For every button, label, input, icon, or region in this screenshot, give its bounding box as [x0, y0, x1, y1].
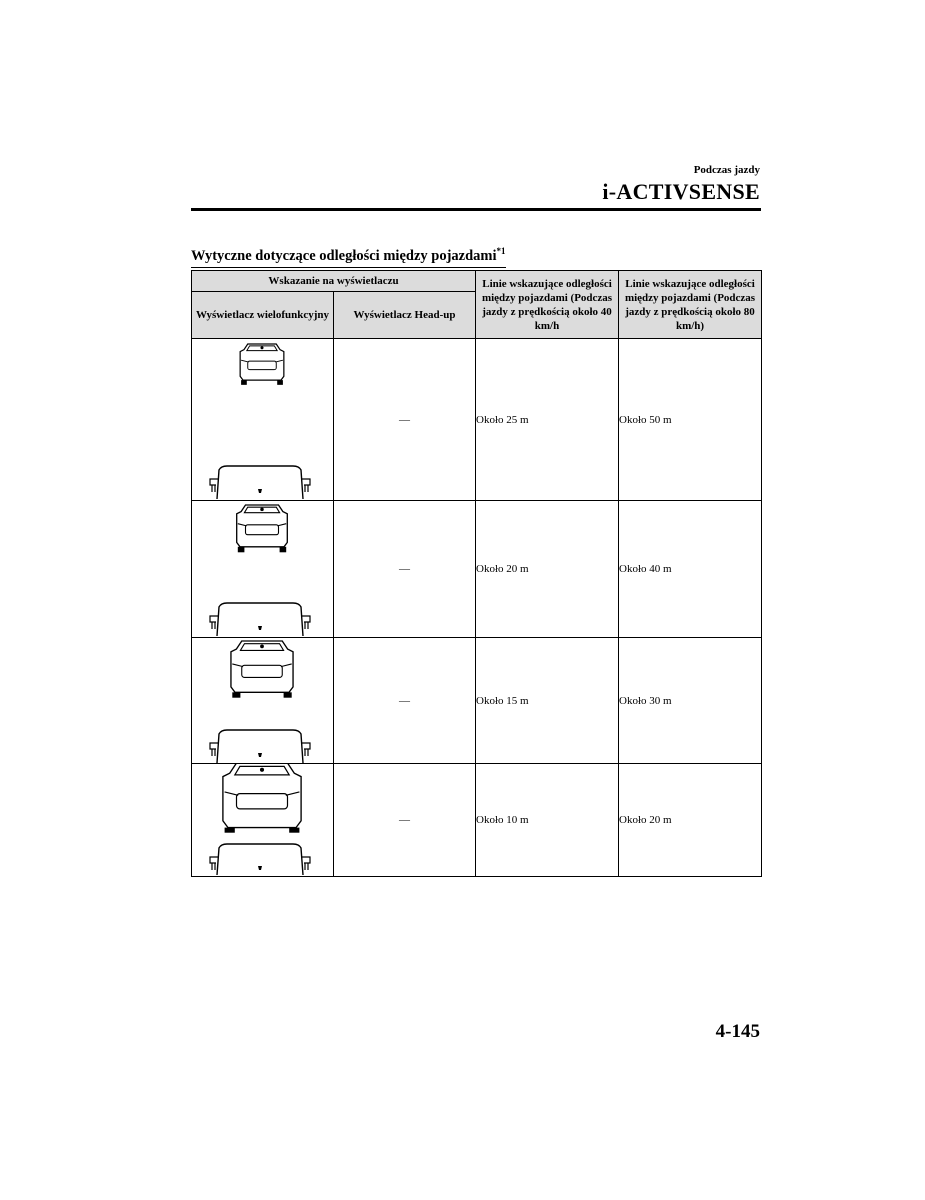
vehicle-distance-icon [192, 764, 334, 876]
own-car-hood-icon [210, 844, 310, 875]
distance-illustration [192, 764, 334, 877]
header-distance-40: Linie wskazujące odległości między pojazdami (Podczas jazdy z prędkością około 40 km/h [476, 271, 619, 339]
distance-40-value: Około 10 m [476, 764, 619, 877]
own-car-hood-icon [210, 603, 310, 636]
subheading [191, 242, 506, 268]
table-row [192, 764, 762, 877]
table-row [192, 339, 762, 501]
vehicle-distance-icon [192, 638, 334, 763]
vehicle-distance-icon [192, 501, 334, 637]
section-label: Podczas jazdy [693, 164, 760, 176]
distance-illustration [192, 638, 334, 764]
distance-illustration [192, 501, 334, 638]
page-header [602, 163, 760, 205]
distance-40-value: Około 20 m [476, 501, 619, 638]
header-multi-display: Wyświetlacz wielofunkcyjny [192, 292, 334, 339]
distance-80-value: Około 30 m [619, 638, 762, 764]
headup-indicator: — [334, 339, 476, 501]
table-row [192, 638, 762, 764]
distance-80-value: Około 40 m [619, 501, 762, 638]
distance-40-value: Około 15 m [476, 638, 619, 764]
header-headup-display: Wyświetlacz Head-up [334, 292, 476, 339]
distance-80-value: Około 20 m [619, 764, 762, 877]
front-car-icon [240, 344, 284, 385]
header-rule [191, 208, 761, 211]
header-display-group: Wskazanie na wyświetlaczu [192, 271, 476, 292]
front-car-icon [237, 505, 288, 552]
table-row [192, 501, 762, 638]
front-car-icon [223, 764, 301, 833]
distance-80-value: Około 50 m [619, 339, 762, 501]
distance-table [191, 270, 762, 877]
page-number: 4-145 [715, 1021, 760, 1042]
own-car-hood-icon [210, 466, 310, 499]
section-title: i-ACTIVSENSE [602, 179, 760, 204]
front-car-icon [231, 641, 293, 698]
header-distance-80: Linie wskazujące odległości między pojazdami (Podczas jazdy z prędkością około 80 km/h) [619, 271, 762, 339]
distance-40-value: Około 25 m [476, 339, 619, 501]
subheading-text: Wytyczne dotyczące odległości między pojazdami [191, 248, 497, 264]
headup-indicator: — [334, 764, 476, 877]
subheading-note: *1 [496, 246, 506, 256]
headup-indicator: — [334, 501, 476, 638]
distance-illustration [192, 339, 334, 501]
own-car-hood-icon [210, 730, 310, 763]
headup-indicator: — [334, 638, 476, 764]
vehicle-distance-icon [192, 339, 334, 500]
